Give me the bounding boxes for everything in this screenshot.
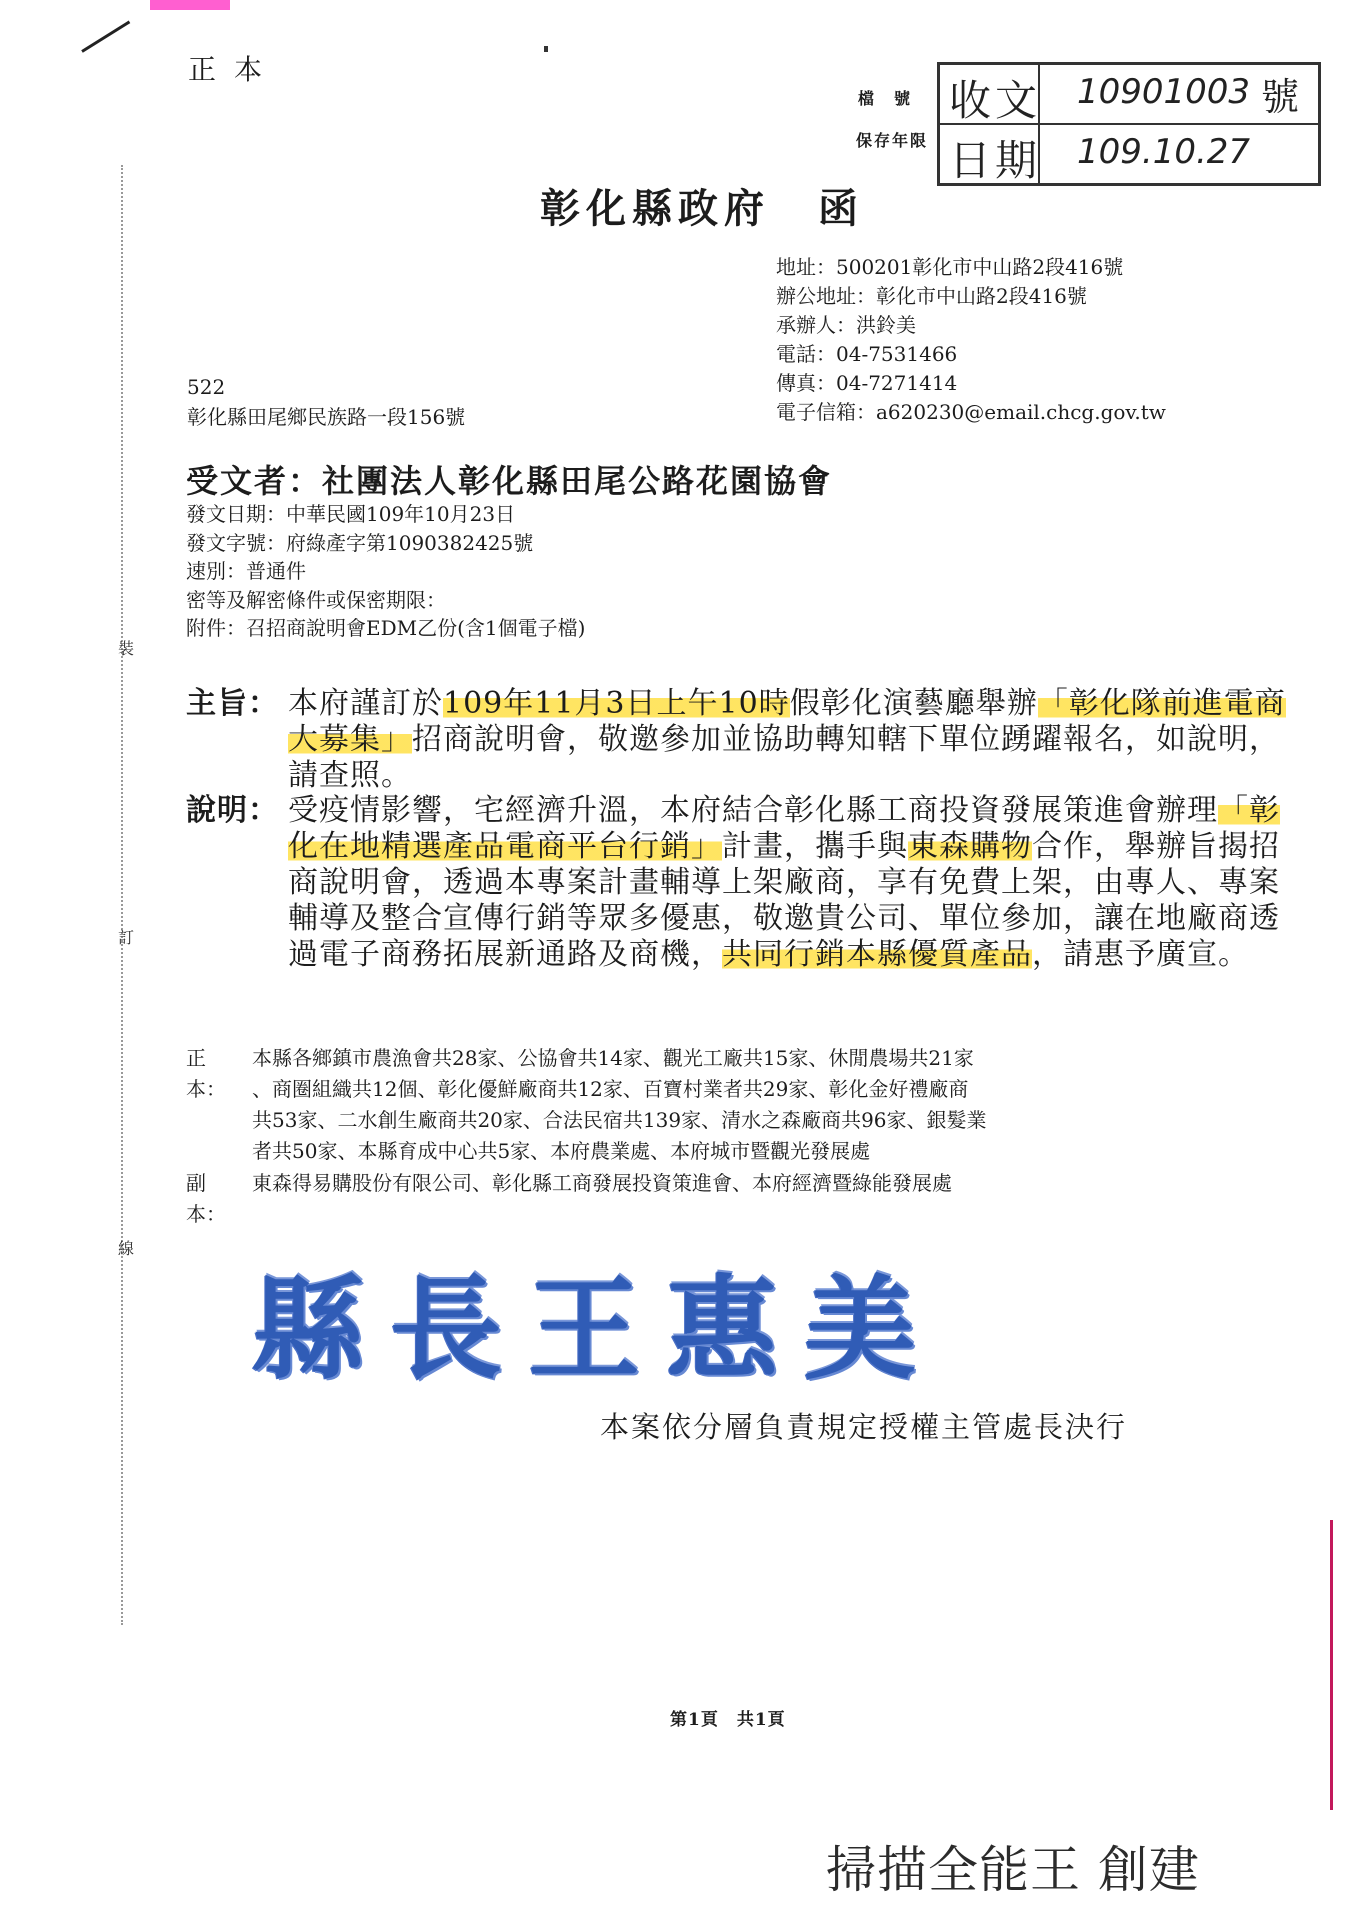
event-name-highlight: 「彰化隊前進電商大募集」	[288, 686, 1286, 757]
page-number: 第1頁 共1頁	[670, 1710, 786, 1730]
binding-char-xian: 線	[118, 1239, 135, 1258]
received-number: 10901003	[1077, 72, 1251, 112]
letter-title	[540, 177, 864, 234]
recipient: 受文者：社團法人彰化縣田尾公路花園協會	[186, 462, 833, 500]
scan-speck	[544, 46, 548, 52]
authorization-note: 本案依分層負責規定授權主管處長決行	[600, 1410, 1128, 1444]
received-date: 109.10.27	[1077, 132, 1251, 172]
subject-label: 主旨：	[186, 686, 279, 721]
file-number-label: 檔 號	[858, 89, 913, 108]
pen-stroke	[81, 21, 130, 53]
contact-fax: 傳真：04-7271414	[776, 371, 958, 395]
received-label: 收文	[949, 76, 1042, 125]
retention-label: 保存年限	[856, 131, 929, 150]
binding-char-zhuang: 裝	[118, 639, 135, 658]
scan-edge-line	[1330, 1520, 1333, 1810]
original-label: 正本：	[186, 1046, 226, 1101]
contact-address: 地址：500201彰化市中山路2段416號	[776, 255, 1124, 279]
contact-phone: 電話：04-7531466	[776, 342, 958, 366]
received-stamp	[937, 62, 1321, 186]
received-suffix: 號	[1261, 75, 1304, 119]
issuing-org: 彰化縣政府	[540, 185, 770, 232]
binding-line	[121, 165, 123, 1625]
contact-email: 電子信箱：a620230@email.chcg.gov.tw	[776, 400, 1166, 424]
document-meta	[186, 500, 585, 643]
copy-type: 正本	[188, 53, 281, 86]
explanation-label: 說明：	[186, 793, 279, 828]
partner-highlight: 東森購物	[908, 829, 1032, 864]
recipient-street: 彰化縣田尾鄉民族路一段156號	[187, 405, 466, 429]
recipient-postal	[187, 372, 465, 432]
explanation-section	[186, 793, 1286, 1043]
subject-section	[186, 686, 1286, 806]
original-list: 本縣各鄉鎮市農漁會共28家、公協會共14家、觀光工廠共15家、休閒農場共21家 、商圈組織共12個、彰化優鮮廠商共12家、百寶村業者共29家、彰化金好禮廠商 共53家、二水創生廠商共20家、合法民宿共139家、清水之森廠商共96家、銀髮業 者共50家、本縣育成中心共5家、本府農業處、本府城市暨觀光發展處	[252, 1046, 987, 1163]
binding-char-ding: 訂	[118, 928, 135, 947]
contact-office: 辦公地址：彰化市中山路2段416號	[776, 284, 1087, 308]
scan-edge-mark	[150, 0, 1260, 10]
copy-list: 東森得易購股份有限公司、彰化縣工商發展投資策進會、本府經濟暨綠能發展處	[252, 1171, 952, 1195]
contact-block	[776, 253, 1166, 427]
document-kind: 函	[818, 185, 864, 232]
attachment: 附件：召招商說明會EDM乙份(含1個電子檔)	[186, 616, 586, 640]
magistrate-signature-seal: 縣長王惠美	[252, 1264, 942, 1395]
marketing-highlight: 共同行銷本縣優質產品	[722, 937, 1032, 972]
copy-label: 副本：	[186, 1171, 226, 1226]
recipient-postcode: 522	[187, 375, 226, 399]
scanner-watermark: 掃描全能王 創建	[826, 1841, 1200, 1899]
issue-date: 發文日期：中華民國109年10月23日	[186, 502, 516, 526]
document-number: 發文字號：府綠產字第1090382425號	[186, 530, 534, 555]
contact-handler: 承辦人：洪鈴美	[776, 313, 916, 337]
secrecy-level: 密等及解密條件或保密期限：	[186, 587, 446, 612]
date-label: 日期	[949, 136, 1042, 185]
explanation-text: 受疫情影響，宅經濟升溫，本府結合彰化縣工商投資發展策進會辦理「彰化在地精選產品電商平台行銷」計畫，攜手與東森購物合作，舉辦旨揭招商說明會，透過本專案計畫輔導上架廠商，享有免費上架，由專人、專案輔導及整合宣傳行銷等眾多優惠，敬邀貴公司、單位參加，讓在地廠商透過電子商務拓展新通路及商機，共同行銷本縣優質產品，請惠予廣宣。	[288, 793, 1280, 972]
program-name-highlight: 「彰化在地精選產品電商平台行銷」	[288, 793, 1280, 864]
subject-text: 本府謹訂於109年11月3日上午10時假彰化演藝廳舉辦「彰化隊前進電商大募集」招商說明會，敬邀參加並協助轉知轄下單位踴躍報名，如說明，請查照。	[288, 686, 1286, 793]
delivery-speed: 速別：普通件	[186, 559, 306, 583]
event-datetime-highlight: 109年11月3日上午10時	[443, 686, 790, 721]
